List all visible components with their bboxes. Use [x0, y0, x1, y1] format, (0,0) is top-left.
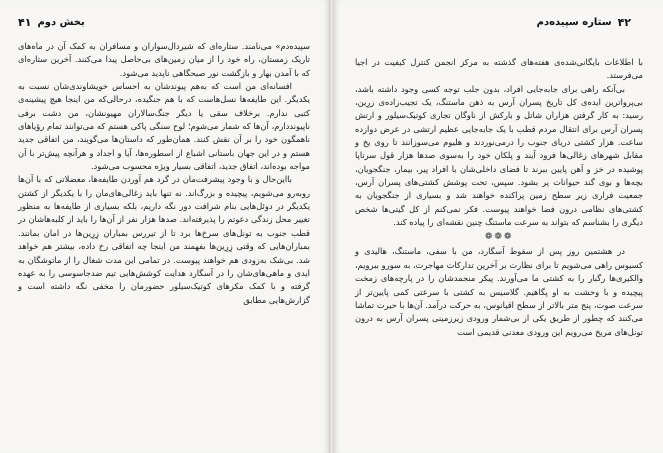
right-page-header [347, 13, 631, 31]
paragraph: بی‌آنکه راهی برای جابه‌جایی افراد، بدون جلب توجه کسی وجود داشته باشد، بی‌پروا‌ترین ایده‌ی کل تاریخ پسران آرس به ذهن ماستنگ، یک تجیب‌زاده‌ی زرِین، رسید: به کار گرفتن هزاران شاتل و بارکش از ناوگان تجاری کوتیک‌سیلور و ارتش پسران آرس برای انتقال مردم قطب با یک جابه‌جایی عظیم ارتشی در عرض دوازده ساعت. هزار کشتی دریای جنوب را درمی‌نوردند و هلیوم می‌سوزانند تا روی یخ و مقابل شهرهای زغالی‌ها فرود آیند و پلکان خود را به‌سوی صدها هزار قول سرتاپا پوشیده در خز و آهن پایین ببرند تا فضای داخلی‌شان با افراد پیر، بیمار، جنگجویان، بچه‌ها و بوی گند حیوانات پر بشود. سپس، تحت پوشش کشتی‌های پسران آرس، جمعیت فراری زیر سطح زمین پراکنده خواهند شد و بسیاری از جنگجویان به کشتی‌های نظامی درون فضا خواهند پیوست. فکر نمی‌کنم از کل گیتی‌ها شخص دیگری را بشناسم که بتواند به سرعت ماستنگ چنین نقشه‌ای را پیاده کند. [355, 83, 643, 228]
left-page-body [18, 40, 310, 307]
section-separator: ❁❁❁ [484, 232, 514, 243]
paragraph: سپیده‌دم» می‌نامند. ستاره‌ای که شیردال‌سواران و مسافران به کمک آن در ماه‌های تاریک زمستان، راه خود را از میان زمین‌های بی‌حاصل پیدا می‌کنند. آخرین ستاره‌ای که با آمدن بهار و بازگشت نور صبحگاهی ناپدید می‌شود. [18, 41, 310, 78]
left-page [0, 0, 330, 453]
right-page-title: ستاره سپیده‌دم [536, 16, 612, 28]
paragraph: در هشتمین روز پس از سقوط آسگارد، من با سفی، ماستنگ، هالیدی و کسیوس راهی می‌شویم تا برای نظارت بر آخرین تدارکات مهاجرت، به سورو ببرویم، والکیری‌ها رگبار را به کشتی ما می‌آورند. پیکر منجمدشان را در پارچه‌های زمخت پیچیده و با وحشت به او پگاهیم. گلاسیس به کشتی با سرعتی کمی پایین‌تر از سرعت صوت، پنج متر بالاتر از سطح اقیانوس، به حرکت درآمد. آن‌ها با حیرت تماشا می‌کنند که چطور از طریق یکی از بی‌شمار ورودی زیرزمینی پسران آرس به درون تونل‌های مریخ می‌رویم این ورودی معدنی قدیمی است [355, 246, 643, 337]
right-page [333, 0, 663, 453]
left-page-number: ۴۱ [18, 15, 32, 29]
paragraph: بااین‌حال و با وجود پیشرفت‌مان در گرد هم آوردن طایفه‌ها، معضلاتی که با آن‌ها روبه‌رو می‌شویم، پیچیده و بزرگ‌اند. نه تنها باید زغالی‌های‌مان را با یکدیگر از کشتن یکدیگر در دوئل‌هایی بنام شرافت دور نگه داریم، بلکه بسیاری از طایفه‌ها به منظور تغییر محل زندگی دعوتم را پذیرفته‌اند. صدها هزار نفر از آن‌ها را باید از کلبه‌هاشان در قطب جنوب به تونل‌های سرخ‌ها برد تا از تیررس بمباران زِرِین‌ها در امان بمانند. بمباران‌هایی که وقتی زِرِین‌ها بفهمند من اینجا چه اتفاقی رخ داده، بیشتر هم خواهد شد. بی‌شک به‌زودی هم خواهند پیوست. در تمامی این مدت شغال را از ماتوشگان به ایدی و ماهی‌های‌شان را در آسگارد هدایت کوشش‌هایی تیم ضدجاسوسی را به عهده گرفته و با کمک مکرهای کوتیک‌سیلور حضورمان را مخفی نگه داشته است و گزارش‌هایی مطابق [18, 174, 310, 305]
left-page-title: بخش دوم [37, 16, 85, 28]
right-page-body [355, 56, 643, 339]
paragraph: افسانه‌ای من است که به‌هم پیوندشان به احساس خویشاوندی‌شان نسبت به یکدیگر. این طایفه‌ها نسل‌هاست که با هم جنگیده، درحالی‌که من اینجا هیچ پیشینه‌ی کتبی ندارم. برخلاف سقی یا دیگر جنگ‌سالاران مهیونشان، من دشت برفی ناپیونددارم، آن‌ها که شمار می‌شوم؛ لوح سنگی پاکی هستم که می‌توانند تمام رؤیاهای ناهمگون خود را بر آن نقش کنند. همان‌طور که داستان‌ها می‌گویند، من اتفاقی جدید هستم و در این جهان باستانی اشباع از اسطوره‌ها، آیا و اجداد و هرآنچه پیش‌تر با آن مواجه بوده‌اند، اتفاق جدید، اتفاقی بسیار ویژه محسوب می‌شود. [18, 81, 310, 172]
right-page-number: ۴۲ [617, 15, 631, 29]
left-page-header [18, 13, 316, 31]
paragraph: با اطلاعات بایگانی‌شده‌ی هفته‌های گذشته به مرکز انجمن کنترل کیفیت در اجیا می‌فرستد. [355, 57, 643, 81]
